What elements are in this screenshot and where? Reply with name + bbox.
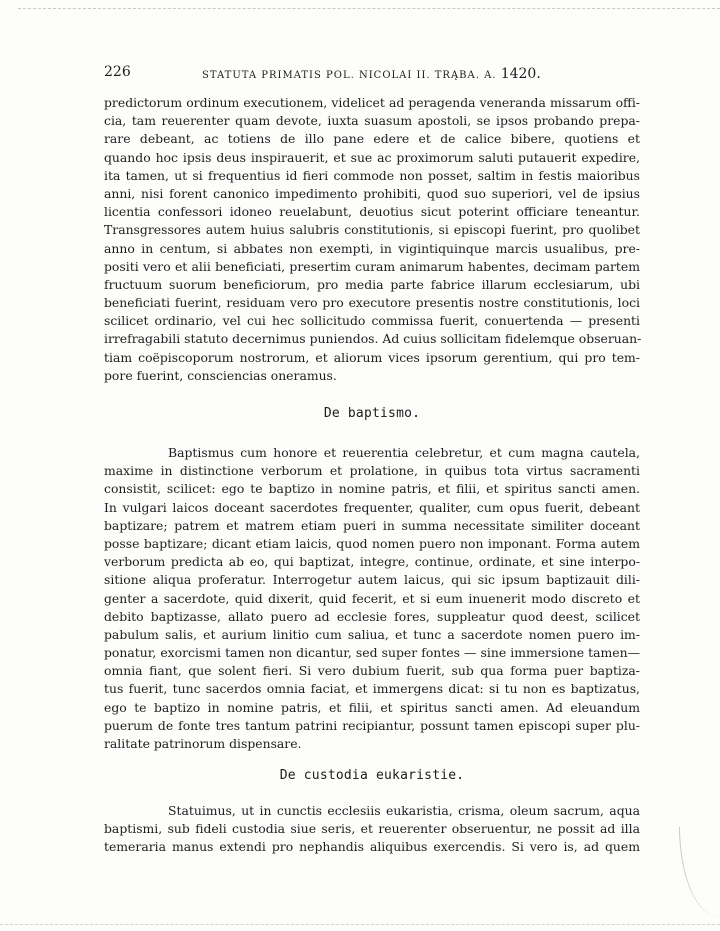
running-title	[202, 66, 541, 82]
section-heading-baptismo: De baptismo.	[323, 406, 421, 421]
text-line: tiam coëpiscoporum nostrorum, et aliorum vices ipsorum gerentium, qui pro tem-	[104, 349, 640, 365]
text-line: ponatur, exorcismi tamen non dicantur, sed super fontes — sine immersione tamen—	[104, 645, 640, 661]
text-line: maxime in distinctione verborum et prolatione, in quibus tota virtus sacramenti	[104, 463, 640, 479]
text-line: puerum de fonte tres tantum patrini recipiantur, possunt tamen episcopi super plu-	[104, 717, 640, 733]
text-line: Transgressores autem huius salubris constitutionis, si episcopi fuerint, pro quolibet	[104, 222, 640, 238]
text-line: temeraria manus extendi pro nephandis aliquibus exercendis. Si vero is, ad quem	[104, 839, 640, 855]
text-line: positi vero et alii beneficiati, presertim curam animarum habentes, decimam partem	[104, 258, 640, 274]
running-title-text: STATUTA PRIMATIS POL. NICOLAI II. TRĄBA. A.	[202, 70, 497, 81]
text-line: sitione aliqua proferatur. Interrogetur autem laicus, qui sic ipsum baptizauit dili-	[104, 572, 640, 588]
text-line: beneficiati fuerint, residuam vero pro executore presentis nostre constitutionis, loci	[104, 295, 640, 311]
text-line: consistit, scilicet: ego te baptizo in nomine patris, et filii, et spiritus sancti amen.	[104, 481, 640, 497]
text-line: scilicet ordinario, vel cui hec sollicitudo commissa fuerit, conuertenda — presenti	[104, 313, 640, 329]
text-line: cia, tam reuerenter quam devote, iuxta suasum apostoli, se ipsos probando prepa-	[104, 113, 640, 129]
text-line: ita tamen, ut si frequentius id fieri commode non posset, saltim in festis maioribus	[104, 167, 640, 183]
page-number: 226	[104, 64, 131, 80]
paragraph-continuation	[104, 94, 640, 385]
page-corner-curl	[679, 827, 720, 917]
text-line: rare debeant, ac totiens de illo pane edere et de calice bibere, quotiens et	[104, 131, 640, 147]
text-line: genter a sacerdote, quid dixerit, quid fecerit, et si eum inuenerit modo discreto et	[104, 590, 640, 606]
text-line: Statuimus, ut in cunctis ecclesiis eukaristia, crisma, oleum sacrum, aqua	[168, 803, 640, 818]
paragraph-baptismo	[104, 444, 640, 753]
text-line: predictorum ordinum executionem, videlicet ad peragenda veneranda missarum offi-	[104, 95, 640, 110]
text-line: ego te baptizo in nomine patris, et filii, et spiritus sancti amen. Ad eleuandum	[104, 699, 640, 715]
page-top-edge	[18, 8, 720, 9]
text-line: verborum predicta ab eo, qui baptizat, integre, continue, ordinate, et sine interpo-	[104, 554, 640, 570]
text-line: baptizare; patrem et matrem etiam pueri in summa necessitate similiter doceant	[104, 517, 640, 533]
text-line: Baptismus cum honore et reuerentia celebretur, et cum magna cautela,	[168, 445, 640, 460]
text-line: debito baptizasse, allato puero ad ecclesie fores, suppleatur quod deest, scilicet	[104, 608, 640, 624]
section-heading-custodia-eukaristie: De custodia eukaristie.	[279, 768, 465, 783]
text-line: baptismi, sub fideli custodia siue seris, et reuerenter obseruentur, ne possit ad illa	[104, 821, 640, 837]
text-line: irrefragabili statuto decernimus puniendos. Ad cuius sollicitam fidelemque obseruan-	[104, 331, 642, 347]
text-line: quando hoc ipsis deus inspirauerit, et sue ac proximorum saluti putauerit expedire,	[104, 149, 640, 165]
text-line: tus fuerit, tunc sacerdos omnia faciat, et immergens dicat: si tu non es baptizatus,	[104, 681, 640, 697]
text-line: pore fuerint, consciencias oneramus.	[104, 367, 337, 383]
text-line: licentia confessori idoneo reuelabunt, deuotius sicut poterint officiare teneantur.	[104, 204, 640, 220]
page-bottom-edge	[0, 924, 720, 925]
running-title-year: 1420.	[500, 66, 541, 82]
running-header	[104, 62, 640, 82]
text-line: omnia fiant, que solent fieri. Si vero dubium fuerit, sub qua forma puer baptiza-	[104, 663, 640, 679]
text-line: anni, nisi forent canonico impedimento prohibiti, quod suo superiori, vel de ipsius	[104, 185, 640, 201]
text-line: ralitate patrinorum dispensare.	[104, 736, 302, 751]
text-line: pabulum salis, et aurium linitio cum saliua, et tunc a sacerdote nomen puero im-	[104, 626, 640, 642]
text-line: anno in centum, si abbates non exempti, in vigintiquinque marcis usualibus, pre-	[104, 240, 640, 256]
text-line: In vulgari laicos doceant sacerdotes frequenter, qualiter, cum opus fuerit, debeant	[104, 499, 640, 515]
paragraph-custodia-eukaristie	[104, 802, 640, 857]
text-line: fructuum suorum beneficiorum, pro media parte fabrice illarum ecclesiarum, ubi	[104, 276, 640, 292]
text-line: posse baptizare; dicant etiam laicis, quod nomen puero non imponant. Forma autem	[104, 535, 640, 551]
